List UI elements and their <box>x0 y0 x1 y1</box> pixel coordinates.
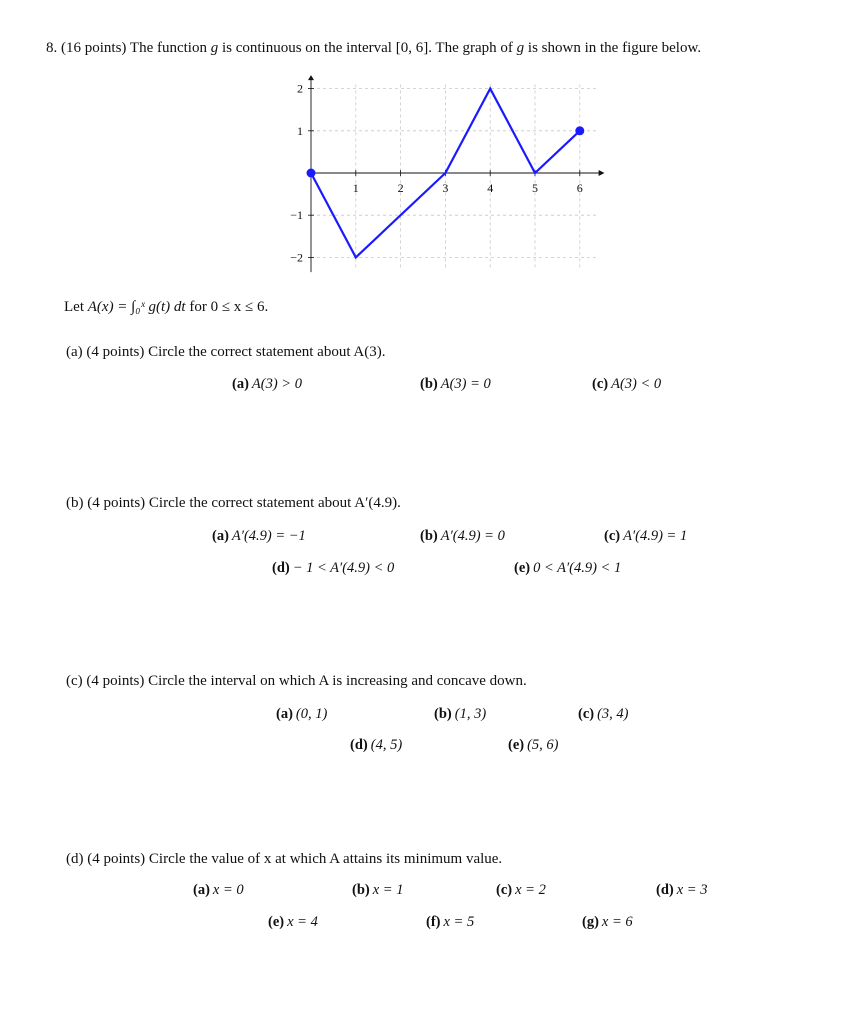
question-text-2: is continuous on the interval <box>221 40 392 56</box>
part-d-prompt <box>66 851 502 868</box>
x-tick-label: 6 <box>576 181 583 195</box>
option-label: (b) <box>420 376 438 392</box>
question-points: (16 points) <box>61 40 127 56</box>
option-c-e[interactable] <box>508 737 559 754</box>
question-text-3: . The graph of <box>428 40 513 56</box>
option-label: (a) <box>276 706 293 722</box>
part-b-prompt <box>66 495 401 512</box>
option-text: A(3) = 0 <box>440 376 491 392</box>
option-text: A′(4.9) = 0 <box>440 528 505 544</box>
y-tick-label: −2 <box>290 250 303 265</box>
option-d-g[interactable] <box>582 914 633 931</box>
part-points: (4 points) <box>86 344 145 360</box>
option-label: (b) <box>434 706 452 722</box>
part-label: (a) <box>66 344 83 360</box>
endpoint-marker <box>307 169 316 178</box>
option-text: (3, 4) <box>597 706 629 722</box>
x-tick-label: 1 <box>352 181 359 195</box>
option-label: (d) <box>350 737 368 753</box>
question-text-4: is shown in the figure below. <box>527 40 702 56</box>
option-label: (c) <box>604 528 621 544</box>
definition-range: 0 ≤ x ≤ 6. <box>210 299 269 315</box>
part-a-prompt <box>66 344 386 361</box>
option-text: x = 3 <box>676 882 708 898</box>
option-text: (1, 3) <box>454 706 487 722</box>
part-points: (4 points) <box>87 851 146 867</box>
option-text: (4, 5) <box>370 737 403 753</box>
option-label: (b) <box>352 882 370 898</box>
option-text: − 1 < A′(4.9) < 0 <box>292 560 395 576</box>
part-c-prompt <box>66 673 527 690</box>
question-text-1: The function <box>129 40 207 56</box>
graph-of-g <box>0 0 842 290</box>
option-text: A(3) > 0 <box>251 376 302 392</box>
option-text: A′(4.9) = 1 <box>623 528 688 544</box>
option-text: 0 < A′(4.9) < 1 <box>533 560 622 576</box>
option-label: (c) <box>496 882 513 898</box>
part-label: (d) <box>66 851 84 867</box>
x-tick-label: 2 <box>397 181 404 195</box>
option-d-a[interactable] <box>193 882 244 899</box>
option-text: x = 5 <box>443 914 475 930</box>
x-tick-label: 3 <box>442 181 449 195</box>
question-fn: g <box>210 40 219 56</box>
option-a-a[interactable] <box>232 376 302 393</box>
option-label: (e) <box>508 737 525 753</box>
option-label: (d) <box>656 882 674 898</box>
y-tick-label: −1 <box>290 208 303 223</box>
part-points: (4 points) <box>86 673 145 689</box>
y-tick-label: 2 <box>297 81 303 96</box>
part-text: Circle the correct statement about A(3). <box>148 344 386 360</box>
part-text: Circle the interval on which A is increasing and concave down. <box>148 673 527 689</box>
definition-expr: A(x) = ∫₀ˣ g(t) dt <box>87 299 186 315</box>
option-label: (b) <box>420 528 438 544</box>
option-text: A′(4.9) = −1 <box>231 528 306 544</box>
option-label: (c) <box>592 376 609 392</box>
definition-text-b: for <box>189 299 207 315</box>
option-label: (f) <box>426 914 441 930</box>
option-b-b[interactable] <box>420 528 505 545</box>
option-b-c[interactable] <box>604 528 687 545</box>
question-fn-2: g <box>516 40 525 56</box>
part-points: (4 points) <box>87 495 146 511</box>
part-text: Circle the value of x at which A attains its minimum value. <box>148 851 503 867</box>
question-interval: [0, 6] <box>395 40 429 56</box>
definition <box>64 299 268 316</box>
option-label: (g) <box>582 914 599 930</box>
question-number: 8. <box>46 40 58 56</box>
option-b-d[interactable] <box>272 560 394 577</box>
option-text: x = 1 <box>372 882 404 898</box>
option-label: (e) <box>514 560 531 576</box>
option-c-a[interactable] <box>276 706 327 723</box>
option-text: x = 2 <box>515 882 546 898</box>
option-c-c[interactable] <box>578 706 629 723</box>
y-axis-arrow <box>308 75 314 80</box>
option-text: (0, 1) <box>295 706 328 722</box>
option-a-b[interactable] <box>420 376 491 393</box>
option-d-d[interactable] <box>656 882 707 899</box>
y-tick-label: 1 <box>297 123 303 138</box>
x-axis-arrow <box>599 170 605 176</box>
part-label: (c) <box>66 673 83 689</box>
option-text: x = 0 <box>212 882 244 898</box>
option-d-c[interactable] <box>496 882 546 899</box>
option-text: A(3) < 0 <box>611 376 662 392</box>
endpoint-marker <box>575 126 584 135</box>
option-text: (5, 6) <box>527 737 559 753</box>
x-tick-label: 5 <box>532 181 538 195</box>
option-label: (a) <box>212 528 229 544</box>
part-text: Circle the correct statement about A′(4.9). <box>148 495 401 511</box>
option-label: (e) <box>268 914 285 930</box>
part-label: (b) <box>66 495 84 511</box>
option-a-c[interactable] <box>592 376 661 393</box>
option-label: (a) <box>232 376 249 392</box>
option-c-b[interactable] <box>434 706 486 723</box>
option-c-d[interactable] <box>350 737 402 754</box>
option-d-f[interactable] <box>426 914 474 931</box>
x-tick-label: 4 <box>487 181 494 195</box>
option-d-b[interactable] <box>352 882 403 899</box>
option-label: (a) <box>193 882 210 898</box>
option-b-e[interactable] <box>514 560 621 577</box>
option-b-a[interactable] <box>212 528 306 545</box>
definition-text-a: Let <box>64 299 84 315</box>
option-label: (d) <box>272 560 290 576</box>
option-label: (c) <box>578 706 595 722</box>
option-text: x = 4 <box>287 914 318 930</box>
option-d-e[interactable] <box>268 914 318 931</box>
option-text: x = 6 <box>601 914 633 930</box>
